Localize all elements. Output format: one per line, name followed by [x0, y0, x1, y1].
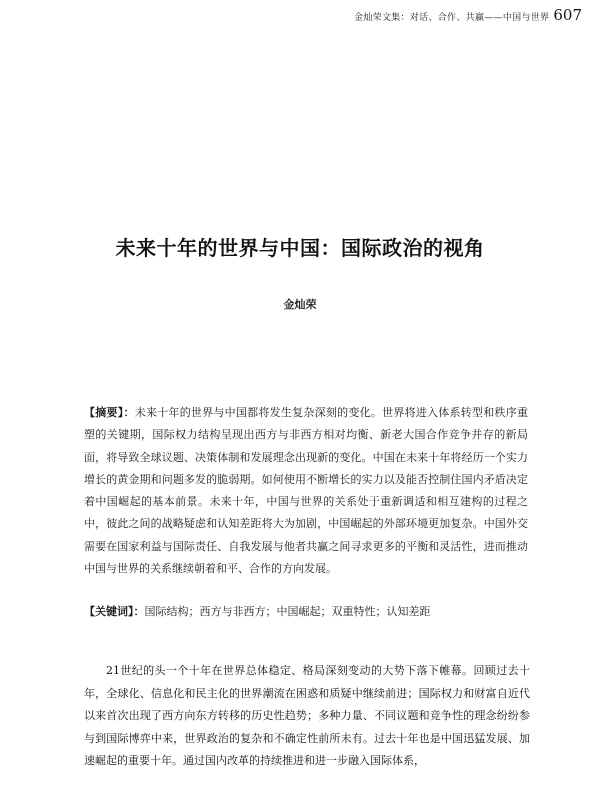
article-title: 未来十年的世界与中国：国际政治的视角 [115, 236, 485, 260]
abstract [84, 402, 528, 580]
keywords-label: 【关键词】： [84, 605, 145, 618]
abstract-label: 【摘要】： [84, 406, 135, 419]
abstract-text: 未来十年的世界与中国都将发生复杂深刻的变化。世界将进入体系转型和秩序重塑的关键期，国际权力结构呈现出西方与非西方相对均衡、新老大国合作竞争并存的新局面，将导致全球议题、决策体制和发展理念出现新的变化。中国在未来十年将经历一个实力增长的黄金期和问题多发的脆弱期。如何使用不断增长的实力以及能否控制住国内矛盾决定着中国崛起的基本前景。未来十年，中国与世界的关系处于重新调适和相互建构的过程之中，彼此之间的战略疑虑和认知差距将大为加剧，中国崛起的外部环境更加复杂。中国外交需要在国家利益与国际责任、自我发展与他者共赢之间寻求更多的平衡和灵活性，进而推动中国与世界的关系继续朝着和平、合作的方向发展。 [84, 406, 528, 576]
page-number: 607 [553, 6, 582, 24]
running-header [354, 6, 582, 24]
keywords [84, 601, 528, 623]
running-title: 金灿荣文集：对话、合作、共赢——中国与世界 [354, 13, 550, 23]
keywords-text: 国际结构；西方与非西方；中国崛起；双重特性；认知差距 [144, 605, 431, 618]
body-paragraph: 21世纪的头一个十年在世界总体稳定、格局深刻变动的大势下落下帷幕。回顾过去十年，全球化、信息化和民主化的世界潮流在困惑和质疑中继续前进；国际权力和财富自近代以来首次出现了西方向东方转移的历史性趋势；多种力量、不同议题和竞争性的理念纷纷参与到国际博弈中来，世界政治的复杂和不确定性前所未有。过去十年也是中国迅猛发展、加速崛起的重要十年。通过国内改革的持续推进和进一步融入国际体系， [84, 664, 530, 767]
article-author: 金灿荣 [283, 298, 317, 311]
